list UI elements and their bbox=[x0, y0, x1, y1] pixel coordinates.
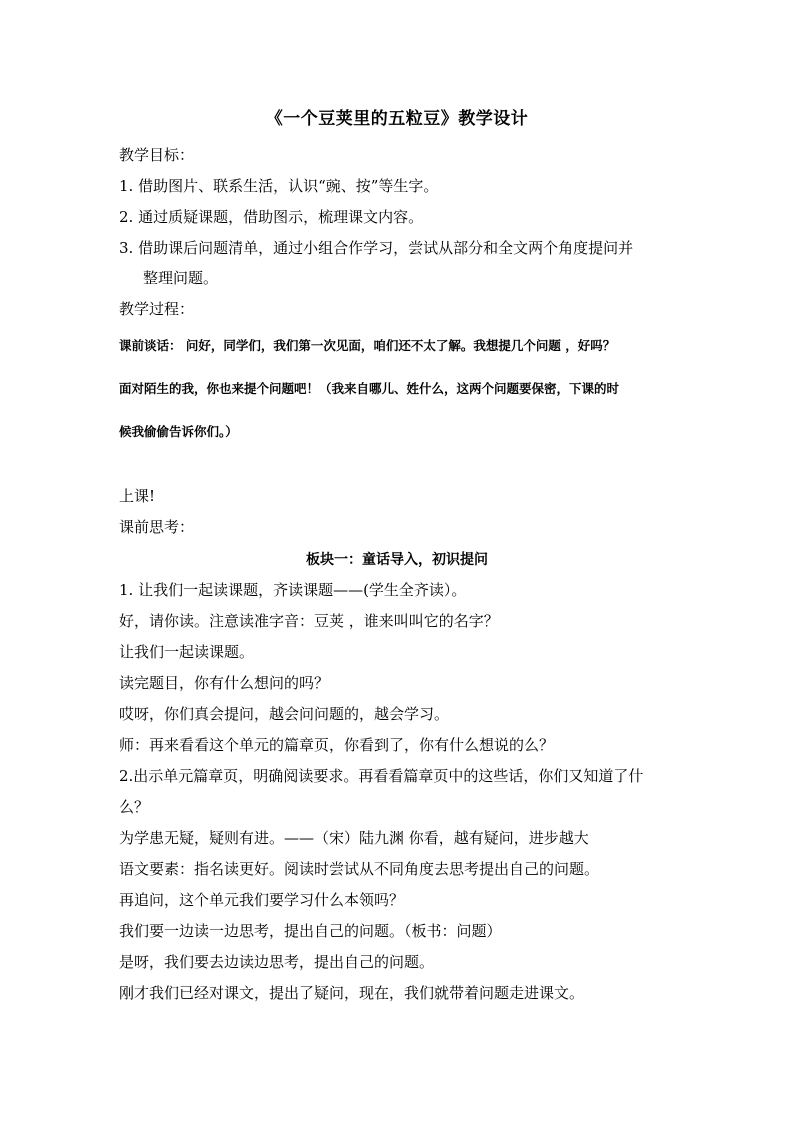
body-line: 2.出示单元篇章页，明确阅读要求。再看看篇章页中的这些话，你们又知道了什 bbox=[119, 767, 644, 785]
body-line: 么？ bbox=[119, 798, 150, 816]
section-heading: 板块一：童话导入，初识提问 bbox=[306, 552, 488, 568]
preclass-talk-line: 课前谈话： 问好，同学们，我们第一次见面，咱们还不太了解。我想提几个问题 ，好吗？ bbox=[119, 338, 616, 353]
body-line: 我们要一边读一边思考，提出自己的问题。（板书：问题） bbox=[119, 922, 502, 940]
objective-item-continued: 整理问题。 bbox=[143, 269, 219, 287]
objective-item: 1. 借助图片、联系生活，认识“豌、按”等生字。 bbox=[119, 177, 439, 195]
body-line: 读完题目，你有什么想问的吗？ bbox=[119, 674, 330, 692]
preclass-think-heading: 课前思考： bbox=[119, 518, 195, 536]
body-line: 是呀，我们要去边读边思考，提出自己的问题。 bbox=[119, 953, 435, 971]
body-line: 为学患无疑，疑则有进。——（宋）陆九渊 你看，越有疑问，进步越大 bbox=[119, 829, 589, 847]
body-line: 让我们一起读课题。 bbox=[119, 643, 255, 661]
objective-item: 2. 通过质疑课题，借助图示，梳理课文内容。 bbox=[119, 208, 424, 226]
body-line: 再追问，这个单元我们要学习什么本领吗？ bbox=[119, 891, 405, 909]
body-line: 哎呀，你们真会提问，越会问问题的，越会学习。 bbox=[119, 705, 450, 723]
body-line: 1. 让我们一起读课题，齐读课题——(学生全齐读）。 bbox=[119, 581, 467, 599]
objective-item: 3. 借助课后问题清单，通过小组合作学习，尝试从部分和全文两个角度提问并 bbox=[119, 239, 634, 257]
class-start: 上课! bbox=[119, 487, 156, 505]
body-line: 师：再来看看这个单元的篇章页，你看到了，你有什么想说的么？ bbox=[119, 736, 555, 754]
preclass-talk-line: 候我偷偷告诉你们。） bbox=[119, 424, 238, 439]
body-line: 语文要素：指名读更好。阅读时尝试从不同角度去思考提出自己的问题。 bbox=[119, 860, 600, 878]
body-line: 刚才我们已经对课文，提出了疑问，现在，我们就带着问题走进课文。 bbox=[119, 984, 585, 1002]
objectives-heading: 教学目标： bbox=[119, 146, 195, 164]
document-title: 《一个豆荚里的五粒豆》教学设计 bbox=[265, 109, 529, 129]
process-heading: 教学过程： bbox=[119, 300, 195, 318]
body-line: 好，请你读。注意读准字音：豆荚 ，谁来叫叫它的名字？ bbox=[119, 612, 499, 630]
preclass-talk-line: 面对陌生的我，你也来提个问题吧！（我来自哪儿、姓什么，这两个问题要保密，下课的时 bbox=[119, 381, 620, 396]
